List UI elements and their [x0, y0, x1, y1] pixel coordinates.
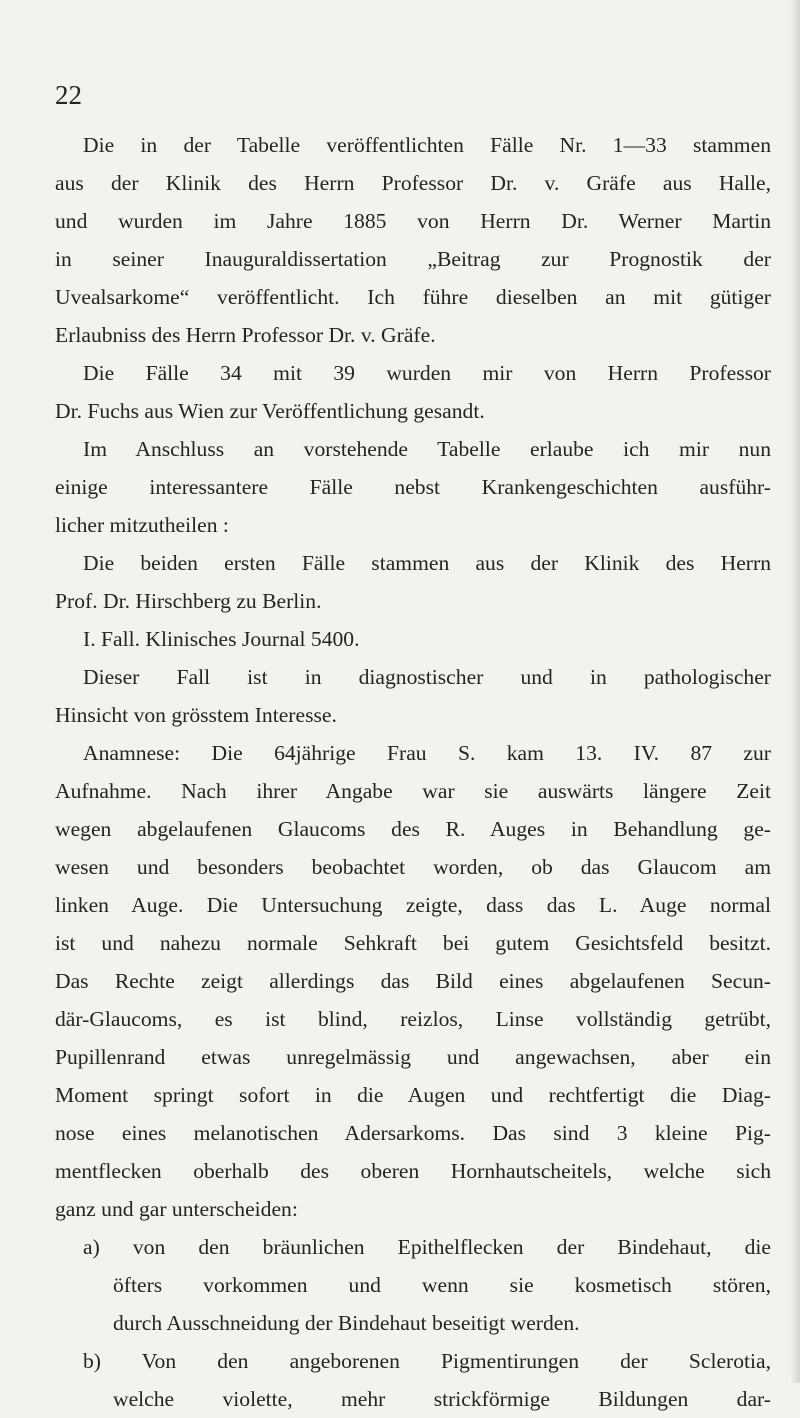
- text-line: Das Rechte zeigt allerdings das Bild eines abgelaufenen Secun-: [55, 969, 771, 993]
- text-line: licher mitzutheilen :: [55, 513, 229, 537]
- text-line: aus der Klinik des Herrn Professor Dr. v. Gräfe aus Halle,: [55, 171, 771, 195]
- text-line: Uvealsarkome“ veröffentlicht. Ich führe dieselben an mit gütiger: [55, 285, 771, 309]
- text-line: in seiner Inauguraldissertation „Beitrag zur Prognostik der: [55, 247, 771, 271]
- text-line: där-Glaucoms, es ist blind, reizlos, Linse vollständig getrübt,: [55, 1007, 771, 1031]
- case-heading: I. Fall. Klinisches Journal 5400.: [83, 627, 360, 651]
- text-line: Aufnahme. Nach ihrer Angabe war sie auswärts längere Zeit: [55, 779, 771, 803]
- text-line: linken Auge. Die Untersuchung zeigte, dass das L. Auge normal: [55, 893, 771, 917]
- text-line: und wurden im Jahre 1885 von Herrn Dr. Werner Martin: [55, 209, 771, 233]
- text-line: Hinsicht von grösstem Interesse.: [55, 703, 337, 727]
- text-line: wegen abgelaufenen Glaucoms des R. Auges in Behandlung ge-: [55, 817, 771, 841]
- text-line: wesen und besonders beobachtet worden, ob das Glaucom am: [55, 855, 771, 879]
- text-line: Pupillenrand etwas unregelmässig und angewachsen, aber ein: [55, 1045, 771, 1069]
- text-line: Dr. Fuchs aus Wien zur Veröffentlichung gesandt.: [55, 399, 485, 423]
- text-line: Dieser Fall ist in diagnostischer und in pathologischer: [83, 665, 771, 689]
- text-line: Im Anschluss an vorstehende Tabelle erlaube ich mir nun: [83, 437, 771, 461]
- text-line: ist und nahezu normale Sehkraft bei gutem Gesichtsfeld besitzt.: [55, 931, 771, 955]
- text-line: Die Fälle 34 mit 39 wurden mir von Herrn Professor: [83, 361, 771, 385]
- list-item-b-continuation: welche violette, mehr strickförmige Bildungen dar-: [113, 1387, 771, 1411]
- text-line: Moment springt sofort in die Augen und rechtfertigt die Diag-: [55, 1083, 771, 1107]
- list-item-b: b) Von den angeborenen Pigmentirungen der Sclerotia,: [83, 1349, 771, 1373]
- list-item-a-continuation: durch Ausschneidung der Bindehaut beseitigt werden.: [113, 1311, 580, 1335]
- text-line: Erlaubniss des Herrn Professor Dr. v. Gräfe.: [55, 323, 436, 347]
- text-line: mentflecken oberhalb des oberen Hornhautscheitels, welche sich: [55, 1159, 771, 1183]
- text-line: Die in der Tabelle veröffentlichten Fälle Nr. 1—33 stammen: [83, 133, 771, 157]
- text-line: ganz und gar unterscheiden:: [55, 1197, 298, 1221]
- list-item-a-continuation: öfters vorkommen und wenn sie kosmetisch stören,: [113, 1273, 771, 1297]
- list-item-a: a) von den bräunlichen Epithelflecken der Bindehaut, die: [83, 1235, 771, 1259]
- page-number: 22: [55, 80, 82, 110]
- body-text: [55, 126, 771, 1418]
- text-line: einige interessantere Fälle nebst Krankengeschichten ausführ-: [55, 475, 771, 499]
- text-line: nose eines melanotischen Adersarkoms. Das sind 3 kleine Pig-: [55, 1121, 771, 1145]
- text-line: Prof. Dr. Hirschberg zu Berlin.: [55, 589, 322, 613]
- text-line: Die beiden ersten Fälle stammen aus der Klinik des Herrn: [83, 551, 771, 575]
- text-line: Anamnese: Die 64jährige Frau S. kam 13. IV. 87 zur: [83, 741, 771, 765]
- page-edge-shadow: [790, 0, 800, 1383]
